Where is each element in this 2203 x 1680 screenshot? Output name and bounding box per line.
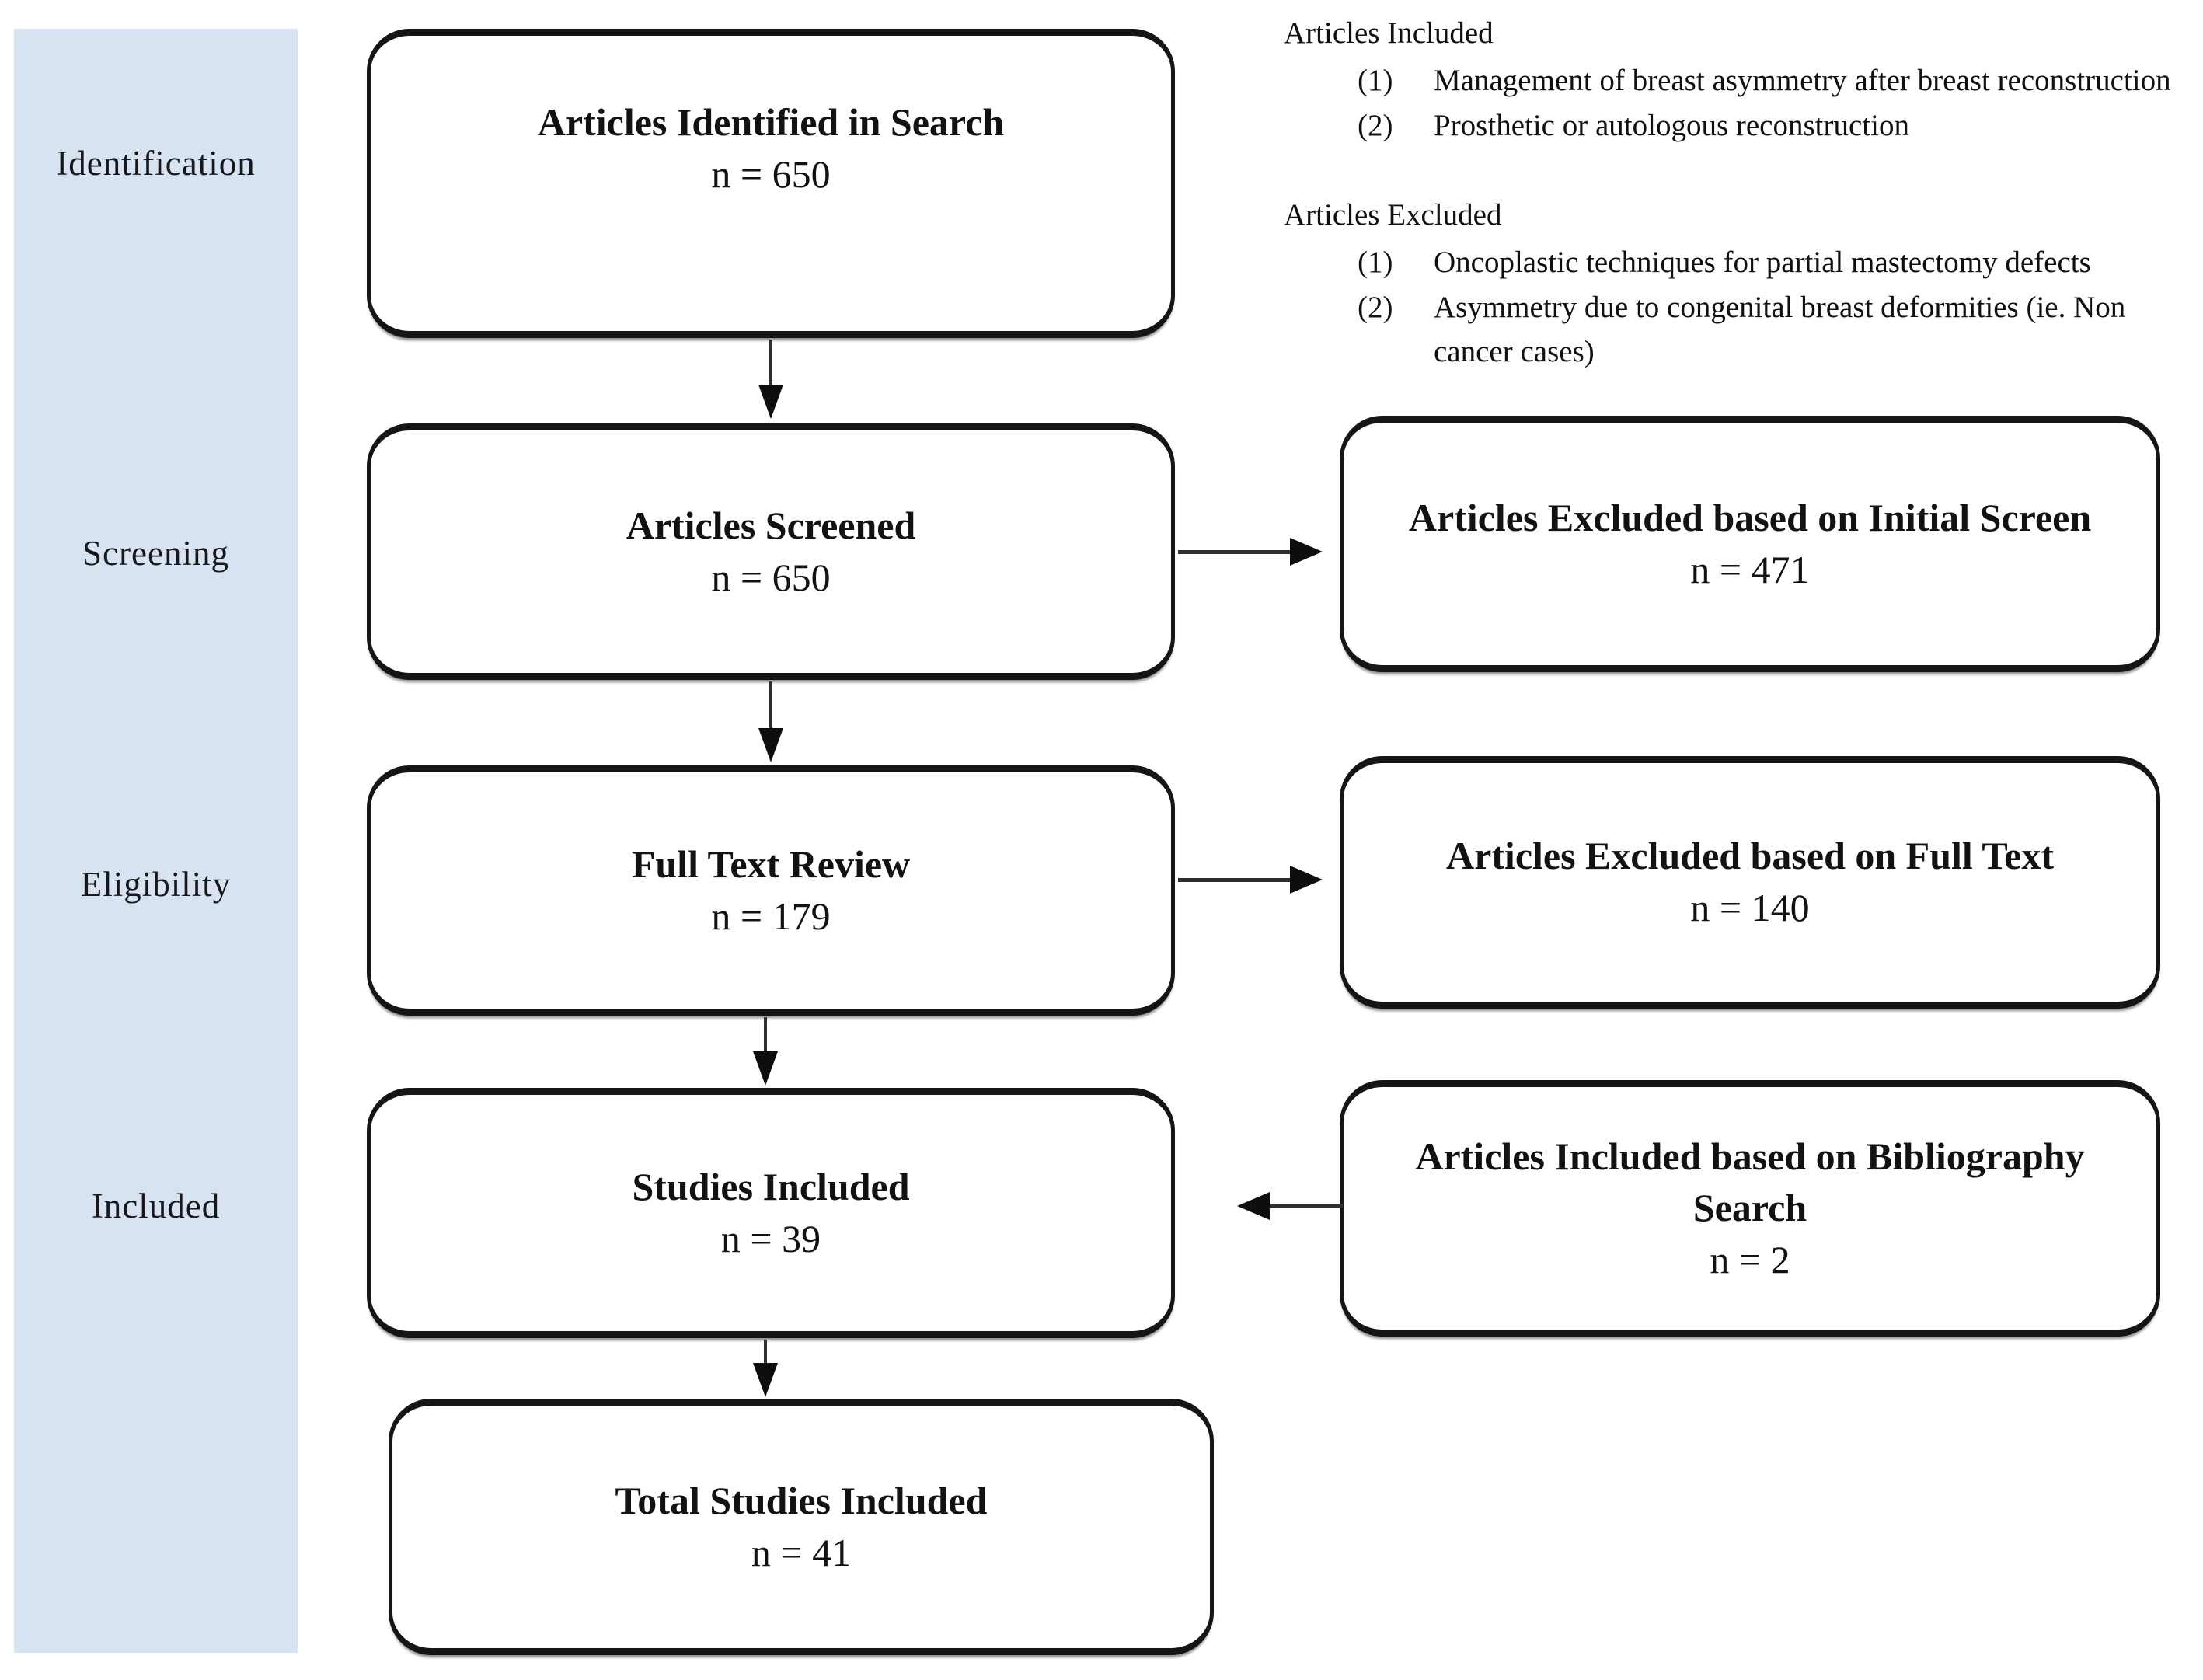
- box-excluded-initial-screen: [1340, 416, 2160, 672]
- box-count: n = 2: [1710, 1237, 1790, 1281]
- annotation-item-text: Asymmetry due to congenital breast deformities (ie. Non cancer cases): [1434, 290, 2126, 368]
- stage-label-eligibility: Eligibility: [80, 865, 232, 904]
- box-included-bibliography-search: [1340, 1080, 2160, 1337]
- box-count: n = 471: [1690, 547, 1810, 591]
- annotation-item: [1284, 103, 2203, 148]
- arrow-right-fulltext-to-excluded: [1178, 866, 1323, 894]
- box-title: Articles Excluded based on Initial Screen: [1408, 495, 2092, 539]
- annotation-item: [1284, 285, 2203, 375]
- box-title: Articles Identified in Search: [537, 99, 1005, 144]
- annotation-item-text: Management of breast asymmetry after breast reconstruction: [1434, 64, 2171, 98]
- annotation-notes: [1284, 11, 2203, 374]
- annotation-item: [1284, 240, 2203, 284]
- box-title: Total Studies Included: [615, 1478, 988, 1522]
- box-title: Articles Excluded based on Full Text: [1445, 834, 2055, 877]
- box-articles-identified: [367, 29, 1175, 338]
- box-count: n = 179: [711, 894, 831, 938]
- box-count: n = 650: [711, 152, 831, 196]
- box-title: Articles Screened: [626, 503, 916, 547]
- box-excluded-full-text: [1340, 756, 2160, 1009]
- box-studies-included: [367, 1088, 1175, 1338]
- annotation-item-text: Oncoplastic techniques for partial mastectomy defects: [1434, 246, 2091, 280]
- box-articles-screened: [367, 423, 1175, 680]
- stage-label-screening: Screening: [82, 534, 229, 573]
- stage-label-identification: Identification: [56, 144, 256, 183]
- annotation-item-number: (1): [1358, 246, 1393, 280]
- stage-label-included: Included: [91, 1187, 221, 1225]
- annotation-header: Articles Included: [1284, 16, 1494, 50]
- annotation-section-excluded: [1284, 193, 2203, 374]
- annotation-item-text: Prosthetic or autologous reconstruction: [1434, 108, 1909, 142]
- box-title: Articles Included based on Bibliography Search: [1415, 1134, 2085, 1229]
- box-total-studies-included: [389, 1399, 1214, 1655]
- box-count: n = 140: [1690, 886, 1810, 929]
- annotation-item-number: (2): [1358, 108, 1393, 142]
- annotation-section-included: [1284, 11, 2203, 148]
- box-title: Full Text Review: [631, 842, 911, 886]
- stage-sidebar: [14, 29, 298, 1653]
- annotation-header: Articles Excluded: [1284, 197, 1502, 232]
- box-count: n = 39: [720, 1216, 821, 1260]
- box-count: n = 41: [751, 1530, 852, 1574]
- arrow-left-bibliography-to-studies: [1237, 1192, 1343, 1220]
- box-full-text-review: [367, 765, 1175, 1016]
- box-count: n = 650: [711, 555, 831, 599]
- arrow-right-screened-to-excluded: [1178, 538, 1323, 566]
- box-title: Studies Included: [632, 1164, 910, 1208]
- annotation-item-number: (1): [1358, 64, 1393, 98]
- annotation-item-number: (2): [1358, 290, 1393, 324]
- annotation-item: [1284, 58, 2203, 103]
